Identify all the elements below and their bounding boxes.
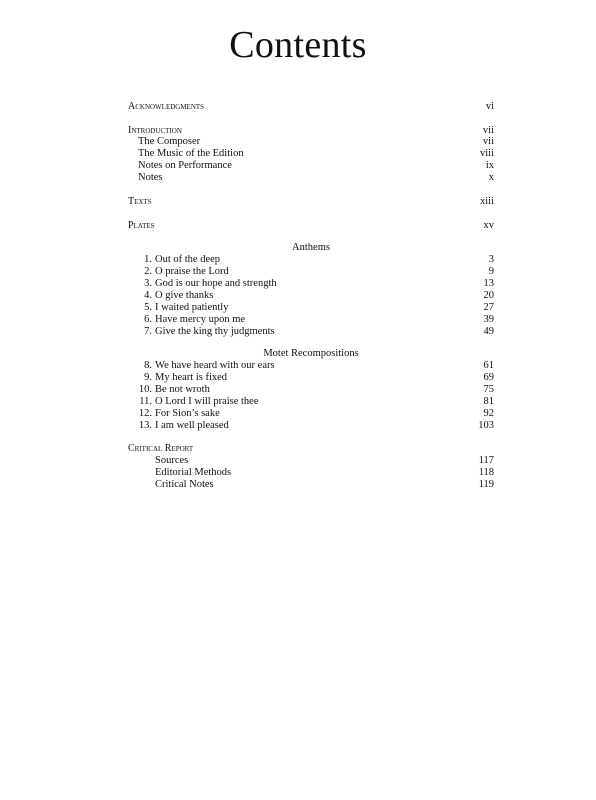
toc-page-number: 69 bbox=[483, 372, 494, 383]
toc-entry-label: O praise the Lord bbox=[155, 266, 229, 277]
section-heading-motet-recompositions: Motet Recompositions bbox=[263, 348, 359, 359]
page-title: Contents bbox=[229, 24, 367, 66]
toc-entry-label: Critical Notes bbox=[155, 479, 214, 490]
toc-entry-number: 1. bbox=[144, 254, 152, 265]
toc-entry-anthem[interactable] bbox=[128, 266, 494, 278]
toc-entry-number: 4. bbox=[144, 290, 152, 301]
toc-page-number: viii bbox=[479, 148, 494, 159]
toc-page-number: x bbox=[488, 172, 494, 183]
toc-entry-texts[interactable] bbox=[128, 195, 494, 208]
toc-entry-label: We have heard with our ears bbox=[155, 360, 275, 371]
toc-page-number: vi bbox=[485, 101, 494, 112]
toc-entry-motet[interactable] bbox=[128, 408, 494, 420]
toc-entry-sources[interactable] bbox=[128, 455, 494, 467]
toc-section-label: Introduction bbox=[128, 125, 182, 136]
toc-entry-anthem[interactable] bbox=[128, 302, 494, 314]
toc-entry-label: Notes on Performance bbox=[138, 160, 232, 171]
toc-entry-motet[interactable] bbox=[128, 372, 494, 384]
toc-entry-label: The Composer bbox=[138, 136, 201, 147]
toc-entry-number: 6. bbox=[144, 314, 152, 325]
toc-entry-label: I am well pleased bbox=[155, 420, 229, 431]
toc-page-number: xv bbox=[483, 220, 494, 231]
toc-entry-number: 3. bbox=[144, 278, 152, 289]
toc-entry-number: 8. bbox=[144, 360, 152, 371]
toc-entry-number: 10. bbox=[138, 384, 152, 395]
toc-page-number: 61 bbox=[483, 360, 494, 371]
toc-section-label: Plates bbox=[128, 220, 155, 231]
toc-entry-label: Be not wroth bbox=[155, 384, 210, 395]
toc-entry-music-of-edition[interactable] bbox=[128, 148, 494, 160]
toc-page-number: 81 bbox=[483, 396, 494, 407]
toc-entry-notes[interactable] bbox=[128, 172, 494, 184]
toc-page-number: 13 bbox=[483, 278, 494, 289]
toc-entry-critical-notes[interactable] bbox=[128, 479, 494, 491]
toc-entry-number: 2. bbox=[144, 266, 152, 277]
toc-entry-motet[interactable] bbox=[128, 420, 494, 432]
toc-entry-label: God is our hope and strength bbox=[155, 278, 277, 289]
toc-entry-number: 9. bbox=[144, 372, 152, 383]
toc-entry-label: O give thanks bbox=[155, 290, 214, 301]
toc-entry-the-composer[interactable] bbox=[128, 136, 494, 148]
toc-entry-label: Have mercy upon me bbox=[155, 314, 246, 325]
toc-page-number: 117 bbox=[478, 455, 494, 466]
toc-entry-acknowledgments[interactable] bbox=[128, 100, 494, 113]
toc-page-number: 118 bbox=[478, 467, 494, 478]
toc-entry-anthem[interactable] bbox=[128, 326, 494, 338]
toc-page-number: 20 bbox=[483, 290, 494, 301]
toc-page-number: vii bbox=[482, 125, 494, 136]
toc-entry-number: 12. bbox=[138, 408, 152, 419]
toc-entry-label: The Music of the Edition bbox=[138, 148, 244, 159]
section-heading-anthems: Anthems bbox=[292, 242, 330, 253]
toc-entry-label: Out of the deep bbox=[155, 254, 221, 265]
toc-page-number: 9 bbox=[488, 266, 494, 277]
toc-page-number: xiii bbox=[479, 196, 494, 207]
toc-entry-motet[interactable] bbox=[128, 360, 494, 372]
toc-page-number: 103 bbox=[478, 420, 494, 431]
toc-entry-label: I waited patiently bbox=[155, 302, 229, 313]
toc-page-number: 39 bbox=[483, 314, 494, 325]
toc-entry-number: 13. bbox=[138, 420, 152, 431]
toc-entry-label: Sources bbox=[155, 455, 189, 466]
toc-page-number: 27 bbox=[483, 302, 494, 313]
toc-entry-label: My heart is fixed bbox=[155, 372, 228, 383]
toc-page-number: ix bbox=[485, 160, 494, 171]
toc-entry-anthem[interactable] bbox=[128, 314, 494, 326]
toc-section-label: Texts bbox=[128, 196, 152, 207]
toc-section-label: Critical Report bbox=[128, 443, 194, 454]
toc-entry-anthem[interactable] bbox=[128, 278, 494, 290]
toc-entry-motet[interactable] bbox=[128, 384, 494, 396]
toc-entry-number: 7. bbox=[144, 326, 152, 337]
toc-entry-label: Notes bbox=[138, 172, 163, 183]
toc-entry-plates[interactable] bbox=[128, 219, 494, 232]
toc-entry-editorial-methods[interactable] bbox=[128, 467, 494, 479]
toc-page-number: 92 bbox=[483, 408, 494, 419]
toc-entry-label: Editorial Methods bbox=[155, 467, 232, 478]
toc-page-number: 119 bbox=[478, 479, 494, 490]
toc-entry-number: 11. bbox=[139, 396, 152, 407]
toc-section-label: Acknowledgments bbox=[128, 101, 205, 112]
toc-entry-number: 5. bbox=[144, 302, 152, 313]
toc-entry-anthem[interactable] bbox=[128, 254, 494, 266]
toc-page-number: 75 bbox=[483, 384, 494, 395]
toc-entry-motet[interactable] bbox=[128, 396, 494, 408]
toc-page-number: 3 bbox=[488, 254, 494, 265]
toc-entry-label: O Lord I will praise thee bbox=[155, 396, 259, 407]
toc-entry-critical-report[interactable] bbox=[128, 442, 494, 455]
toc-page-number: 49 bbox=[483, 326, 494, 337]
toc-page-number: vii bbox=[482, 136, 494, 147]
toc-entry-notes-on-performance[interactable] bbox=[128, 160, 494, 172]
toc-entry-label: For Sion’s sake bbox=[155, 408, 220, 419]
toc-entry-anthem[interactable] bbox=[128, 290, 494, 302]
toc-entry-label: Give the king thy judgments bbox=[155, 326, 275, 337]
